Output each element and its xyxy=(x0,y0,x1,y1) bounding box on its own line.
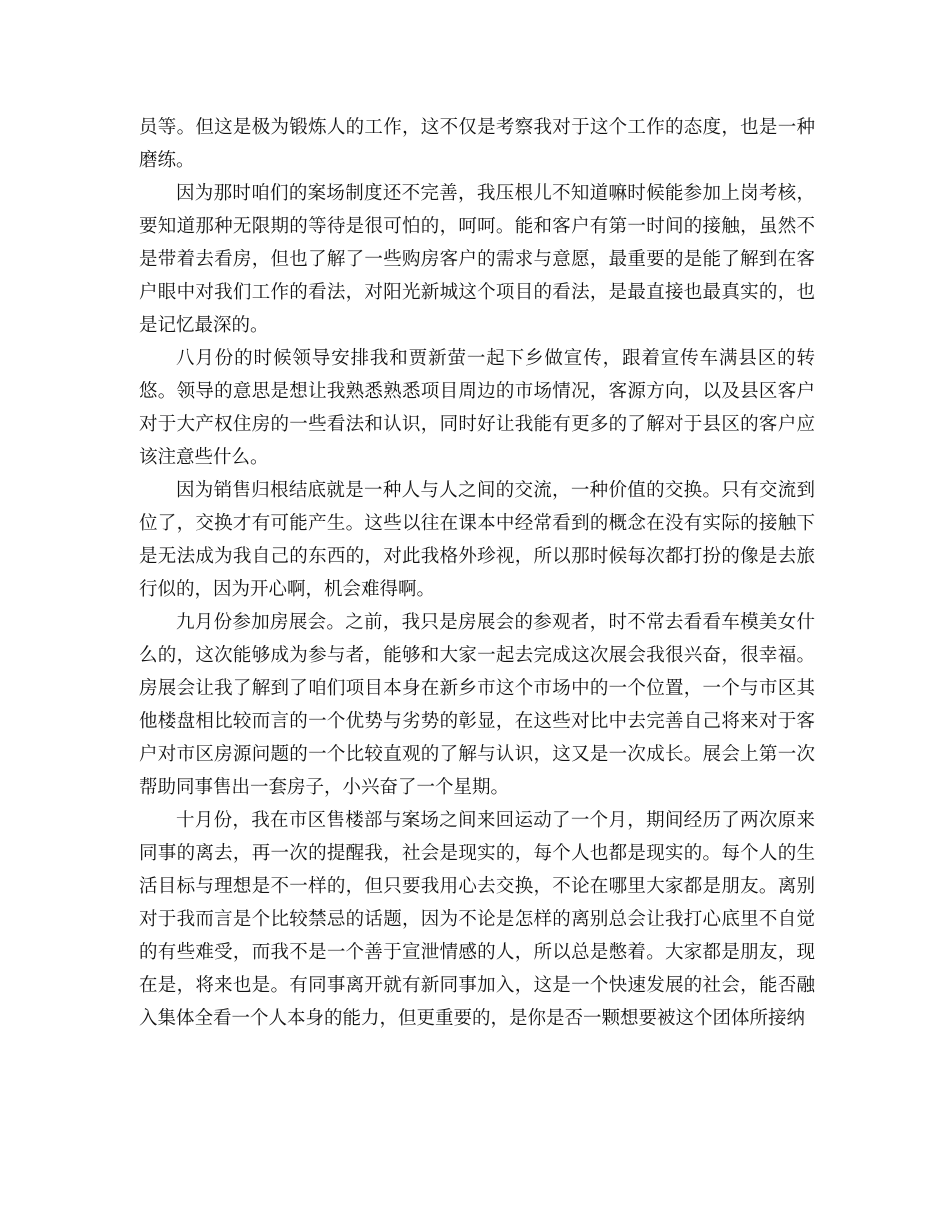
paragraph-october: 十月份，我在市区售楼部与案场之间来回运动了一个月，期间经历了两次原来同事的离去，再一次的提醒我，社会是现实的，每个人也都是现实的。每个人的生活目标与理想是不一样的，但只要我用心去交换，不论在哪里大家都是朋友。离别对于我而言是个比较禁忌的话题，因为不论是怎样的离别总会让我打心底里不自觉的有些难受，而我不是一个善于宣泄情感的人，所以总是憋着。大家都是朋友，现在是，将来也是。有同事离开就有新同事加入，这是一个快速发展的社会，能否融入集体全看一个人本身的能力，但更重要的，是你是否一颗想要被这个团体所接纳 xyxy=(139,810,815,1029)
paragraph-continuation: 员等。但这是极为锻炼人的工作，这不仅是考察我对于这个工作的态度，也是一种磨练。 xyxy=(139,117,815,171)
paragraph-september: 九月份参加房展会。之前，我只是房展会的参观者，时不常去看看车模美女什么的，这次能够成为参与者，能够和大家一起去完成这次展会我很兴奋，很幸福。房展会让我了解到了咱们项目本身在新乡市这个市场中的一个位置，一个与市区其他楼盘相比较而言的一个优势与劣势的彰显，在这些对比中去完善自己将来对于客户对市区房源问题的一个比较直观的了解与认识，这又是一次成长。展会上第一次帮助同事售出一套房子，小兴奋了一个星期。 xyxy=(139,612,815,798)
document-body xyxy=(139,111,815,1035)
paragraph-august: 八月份的时候领导安排我和贾新萤一起下乡做宣传，跟着宣传车满县区的转悠。领导的意思是想让我熟悉熟悉项目周边的市场情况，客源方向，以及县区客户对于大产权住房的一些看法和认识，同时好让我能有更多的了解对于县区的客户应该注意些什么。 xyxy=(139,348,815,468)
paragraph-sales-exchange: 因为销售归根结底就是一种人与人之间的交流，一种价值的交换。只有交流到位了，交换才有可能产生。这些以往在课本中经常看到的概念在没有实际的接触下是无法成为我自己的东西的，对此我格外珍视，所以那时候每次都打扮的像是去旅行似的，因为开心啊，机会难得啊。 xyxy=(139,480,815,600)
paragraph-case-site: 因为那时咱们的案场制度还不完善，我压根儿不知道嘛时候能参加上岗考核，要知道那种无限期的等待是很可怕的，呵呵。能和客户有第一时间的接触，虽然不是带着去看房，但也了解了一些购房客户的需求与意愿，最重要的是能了解到在客户眼中对我们工作的看法，对阳光新城这个项目的看法，是最直接也最真实的，也是记忆最深的。 xyxy=(139,183,815,336)
